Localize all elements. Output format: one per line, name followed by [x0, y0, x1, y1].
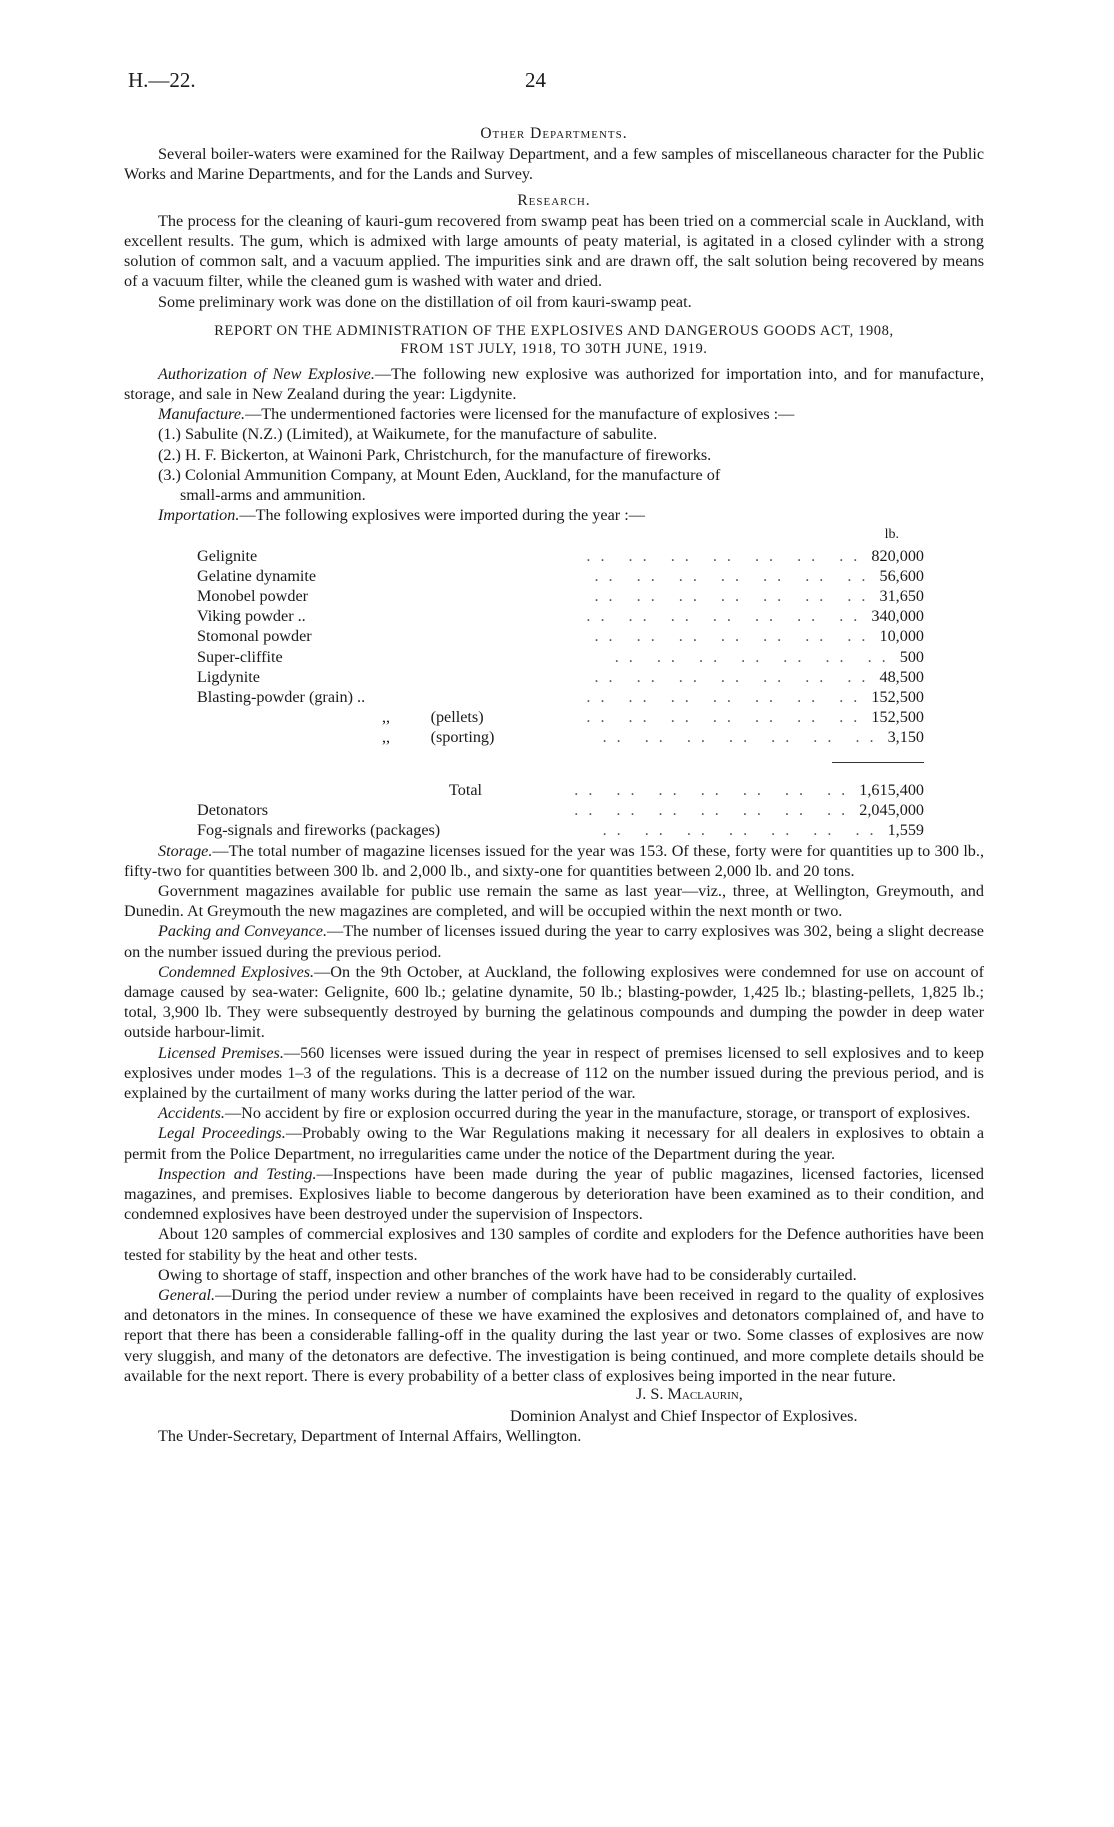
leader-dots: .. .. .. .. .. .. .. [586, 546, 868, 565]
manufacture-text: —The undermentioned factories were licensed for the manufacture of explosives :— [245, 405, 795, 424]
report-title [124, 322, 984, 358]
table-row [124, 707, 984, 727]
leader-dots: .. .. .. .. .. .. .. [594, 587, 876, 606]
explosive-name: Monobel powder [197, 587, 309, 606]
leader-dots: .. .. .. .. .. .. .. [574, 801, 856, 820]
explosive-name: ,, (sporting) [382, 728, 495, 747]
paragraph-authorization [124, 364, 984, 404]
paragraph-research-1: The process for the cleaning of kauri-gum recovered from swamp peat has been tried on a commercial scale in Auckland, with excellent results. The gum, which is admixed with large amounts of peaty material, is agitated in a closed cylinder with a strong solution of common salt, and a vacuum applied. The impurities sink and are drawn off, the salt solution being recovered by means of a vacuum filter, while the cleaned gum is washed with water and dried. [124, 211, 984, 291]
table-row [124, 525, 984, 545]
condemned-text: —On the 9th October, at Auckland, the following explosives were condemned for use on account of damage caused by sea-water: Gelignite, 600 lb.; gelatine dynamite, 50 lb.; blasting-powder, 1,425 lb.; blasting-pellets, 1,825 lb.; total, 3,900 lb. They were subsequently destroyed by burning the gelatinous compounds and dumping the powder in deep water outside harbour-limit. [124, 962, 984, 1042]
explosive-quantity: 500 [899, 647, 924, 666]
table-row [124, 586, 984, 606]
table-row [124, 667, 984, 687]
explosive-quantity: 820,000 [871, 546, 924, 565]
table-row [124, 606, 984, 626]
total-label: Total [449, 780, 483, 799]
storage-label: Storage. [158, 841, 213, 860]
explosive-name: Ligdynite [197, 667, 260, 686]
table-row [124, 647, 984, 667]
importation-table [124, 525, 984, 840]
explosive-quantity: 152,500 [871, 708, 924, 727]
importation-text: —The following explosives were imported during the year :— [239, 506, 645, 525]
manufacture-item-2: (2.) H. F. Bickerton, at Wainoni Park, Christchurch, for the manufacture of fireworks. [158, 445, 712, 464]
packing-text: —The number of licenses issued during the year to carry explosives was 302, being a slight decrease on the number issued during the previous period. [124, 922, 984, 961]
leader-dots: .. .. .. .. .. .. .. [574, 780, 856, 799]
paragraph-importation [124, 505, 984, 525]
table-row [124, 768, 984, 800]
report-title-line-2: FROM 1ST JULY, 1918, TO 30TH JUNE, 1919. [400, 340, 708, 357]
accidents-text: —No accident by fire or explosion occurred during the year in the manufacture, storage, or transport of explosives. [224, 1104, 971, 1123]
authorization-label: Authorization of New Explosive. [158, 364, 375, 383]
condemned-label: Condemned Explosives. [158, 962, 315, 981]
leader-dots: .. .. .. .. .. .. .. [602, 821, 884, 840]
general-label: General. [158, 1285, 216, 1304]
paragraph-research-2: Some preliminary work was done on the distillation of oil from kauri-swamp peat. [158, 292, 692, 311]
explosive-name: Detonators [197, 801, 269, 820]
legal-label: Legal Proceedings. [158, 1124, 286, 1143]
paragraph-inspection-1 [124, 1164, 984, 1225]
importation-label: Importation. [158, 506, 240, 525]
heading-research: Research. [517, 191, 591, 209]
list-item [124, 465, 984, 505]
explosive-name: Blasting-powder (grain) .. [197, 688, 366, 707]
table-row [124, 727, 984, 747]
explosive-quantity: 48,500 [879, 667, 924, 686]
manufacture-label: Manufacture. [158, 405, 246, 424]
leader-dots: .. .. .. .. .. .. .. [586, 708, 868, 727]
explosive-quantity: 3,150 [887, 728, 924, 747]
paragraph-inspection-3: Owing to shortage of staff, inspection and other branches of the work have had to be considerably curtailed. [158, 1265, 857, 1284]
licensed-label: Licensed Premises. [158, 1043, 284, 1062]
leader-dots: .. .. .. .. .. .. .. [594, 627, 876, 646]
explosive-name: Viking powder .. [197, 607, 306, 626]
paragraph-legal [124, 1123, 984, 1163]
total-rule [832, 762, 924, 763]
accidents-label: Accidents. [158, 1104, 225, 1123]
table-row [124, 687, 984, 707]
document-reference: H.—22. [128, 68, 196, 92]
explosive-name: Gelignite [197, 546, 258, 565]
licensed-text: —560 licenses were issued during the year in respect of premises licensed to sell explosives and to keep explosives under modes 1–3 of the regulations. This is a decrease of 112 on the number issued during the previous period, and is explained by the curtailment of many works during the latter period of the war. [124, 1043, 984, 1102]
table-row [124, 566, 984, 586]
explosive-quantity: 340,000 [871, 607, 924, 626]
leader-dots: .. .. .. .. .. .. .. [586, 688, 868, 707]
signatory-title: Dominion Analyst and Chief Inspector of Explosives. [510, 1406, 858, 1425]
list-item [124, 445, 984, 465]
leader-dots: .. .. .. .. .. .. .. [594, 566, 876, 585]
paragraph-storage-2: Government magazines available for public use remain the same as last year—viz., three, at Wellington, Greymouth, and Dunedin. At Greymouth the new magazines are completed, and will be occupied within the next month or two. [124, 881, 984, 921]
authorization-text: —The following new explosive was authorized for importation into, and for manufacture, storage, and sale in New Zealand during the year: Ligdynite. [124, 364, 984, 404]
addressee: The Under-Secretary, Department of Internal Affairs, Wellington. [158, 1426, 582, 1445]
explosive-quantity: 56,600 [879, 566, 924, 585]
heading-other-departments: Other Departments. [480, 125, 628, 142]
explosive-name: Gelatine dynamite [197, 566, 317, 585]
page-number: 24 [525, 68, 546, 92]
explosive-name: ,, (pellets) [382, 708, 484, 727]
signatory-name: J. S. Maclaurin, [636, 1384, 743, 1403]
table-row [124, 800, 984, 820]
leader-dots: .. .. .. .. .. .. .. [614, 647, 896, 666]
explosive-name: Super-cliffite [197, 647, 283, 666]
manufacture-item-3: (3.) Colonial Ammunition Company, at Mount Eden, Auckland, for the manufacture of [158, 465, 721, 484]
explosive-quantity: 1,559 [887, 821, 924, 840]
paragraph-other-departments: Several boiler-waters were examined for the Railway Department, and a few samples of miscellaneous character for the Public Works and Marine Departments, and for the Lands and Survey. [124, 145, 984, 184]
leader-dots: .. .. .. .. .. .. .. [586, 607, 868, 626]
explosive-quantity: 31,650 [879, 587, 924, 606]
manufacture-item-1: (1.) Sabulite (N.Z.) (Limited), at Waikumete, for the manufacture of sabulite. [158, 425, 658, 444]
paragraph-storage-1 [124, 841, 984, 881]
paragraph-licensed [124, 1043, 984, 1104]
legal-text: —Probably owing to the War Regulations making it necessary for all dealers in explosives to obtain a permit from the Police Department, no irregularities came under the notice of the Department during the year. [124, 1124, 985, 1163]
explosive-quantity: 152,500 [871, 688, 924, 707]
manufacture-item-3-continued: small-arms and ammunition. [180, 486, 366, 505]
table-row [124, 820, 984, 840]
storage-text: —The total number of magazine licenses issued for the year was 153. Of these, forty were for quantities up to 300 lb., fifty-two for quantities between 300 lb. and 2,000 lb., and sixty-one for quantities between 2,000 lb. and 20 tons. [124, 841, 984, 880]
leader-dots: .. .. .. .. .. .. .. [594, 667, 876, 686]
explosive-quantity: 10,000 [879, 627, 924, 646]
signature-block [124, 1386, 984, 1466]
unit-label: lb. [884, 527, 899, 543]
paragraph-inspection-2: About 120 samples of commercial explosives and 130 samples of cordite and exploders for the Defence authorities have been tested for stability by the heat and other tests. [124, 1225, 984, 1264]
table-row [124, 626, 984, 646]
leader-dots: .. .. .. .. .. .. .. [602, 728, 884, 747]
paragraph-accidents [124, 1103, 984, 1123]
total-quantity: 1,615,400 [859, 780, 924, 799]
paragraph-manufacture [124, 404, 984, 424]
list-item [124, 424, 984, 444]
table-row [124, 546, 984, 566]
explosive-name: Fog-signals and fireworks (packages) [197, 821, 441, 840]
inspection-label: Inspection and Testing. [158, 1164, 317, 1183]
paragraph-packing [124, 921, 984, 961]
inspection-text: —Inspections have been made during the year of public magazines, licensed factories, licensed magazines, and premises. Explosives liable to become dangerous by deterioration have been examined as to their condition, and condemned explosives have been destroyed under the supervision of Inspectors. [124, 1164, 984, 1224]
page-content [124, 124, 984, 1466]
paragraph-general [124, 1285, 984, 1386]
report-title-line-1: REPORT ON THE ADMINISTRATION OF THE EXPLOSIVES AND DANGEROUS GOODS ACT, 1908, [214, 322, 894, 339]
general-text: —During the period under review a number of complaints have been received in regard to the quality of explosives and detonators in the mines. In consequence of these we have examined the explosives and detonators complained of, and have to report that there has been a considerable falling-off in the quality during the last year or two. Some classes of explosives are now very sluggish, and many of the detonators are defective. The investigation is being continued, and more complete details should be available for the next report. There is every probability of a better class of explosives being imported in the near future. [124, 1285, 984, 1385]
explosive-name: Stomonal powder [197, 627, 312, 646]
paragraph-condemned [124, 962, 984, 1043]
table-row [124, 748, 984, 768]
explosive-quantity: 2,045,000 [859, 801, 924, 820]
packing-label: Packing and Conveyance. [158, 922, 328, 941]
